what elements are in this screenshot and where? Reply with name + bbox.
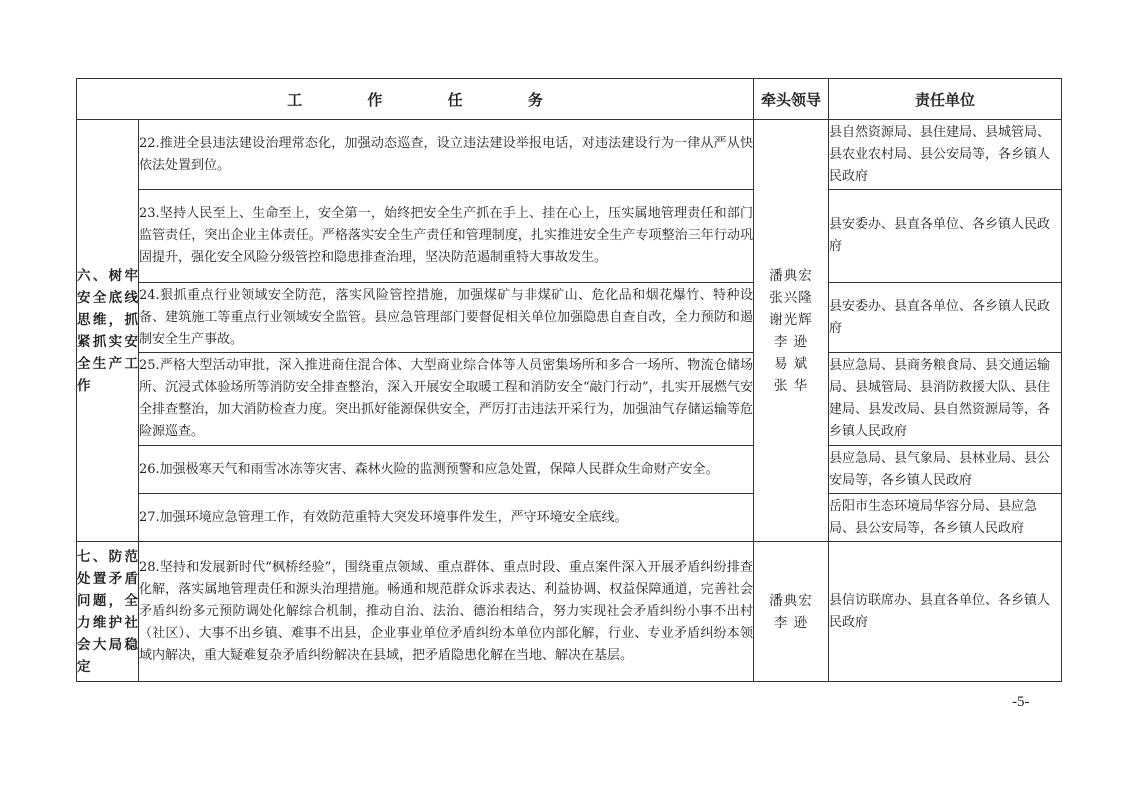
table-row (77, 283, 1062, 353)
page-number: -5- (1012, 694, 1030, 710)
unit-26: 县应急局、县气象局、县林业局、县公安局等，各乡镇人民政府 (829, 446, 1062, 494)
leader-name: 李 逊 (773, 614, 809, 631)
table-row (77, 446, 1062, 494)
unit-24: 县安委办、县直各单位、各乡镇人民政府 (829, 283, 1062, 353)
task-25: 25.严格大型活动审批，深入推进商住混合体、大型商业综合体等人员密集场所和多合一场所、物流仓储场所、沉浸式体验场所等消防安全排查整治，深入开展安全取暖工程和消防安全“敲门行动”，扎实开展燃气安全排查整治，加大消防检查力度。突出抓好能源保供安全，严厉打击违法开采行为，加强油气存储运输等危险源巡查。 (139, 353, 754, 446)
unit-22: 县自然资源局、县住建局、县城管局、县农业农村局、县公安局等，各乡镇人民政府 (829, 120, 1062, 190)
section7-leaders (754, 542, 829, 682)
leader-name: 李 逊 (773, 333, 809, 350)
section7-category: 七、防范处置矛盾问题，全力维护社会大局稳定 (77, 542, 139, 682)
leader-name: 张 华 (773, 377, 809, 394)
header-unit: 责任单位 (829, 79, 1062, 120)
leader-name: 潘典宏 (769, 592, 813, 609)
table-row (77, 494, 1062, 542)
task-27: 27.加强环境应急管理工作，有效防范重特大突发环境事件发生，严守环境安全底线。 (139, 494, 754, 542)
section6-leaders (754, 120, 829, 542)
leader-name: 潘典宏 (769, 267, 813, 284)
leader-name: 张兴隆 (769, 289, 813, 306)
task-26: 26.加强极寒天气和雨雪冰冻等灾害、森林火险的监测预警和应急处置，保障人民群众生命财产安全。 (139, 446, 754, 494)
unit-25: 县应急局、县商务粮食局、县交通运输局、县城管局、县消防救援大队、县住建局、县发改局、县自然资源局等，各乡镇人民政府 (829, 353, 1062, 446)
header-lead: 牵头领导 (754, 79, 829, 120)
header-row (77, 79, 1062, 120)
leader-name: 易 斌 (773, 355, 809, 372)
section6-category: 六、树牢安全底线思维，抓紧抓实安全生产工作 (77, 120, 139, 542)
task-22: 22.推进全县违法建设治理常态化，加强动态巡查，设立违法建设举报电话，对违法建设行为一律从严从快依法处置到位。 (139, 120, 754, 190)
task-28: 28.坚持和发展新时代“枫桥经验”，围绕重点领域、重点群体、重点时段、重点案件深入开展矛盾纠纷排查化解，落实属地管理责任和源头治理措施。畅通和规范群众诉求表达、利益协调、权益保障通道，完善社会矛盾纠纷多元预防调处化解综合机制，推动自治、法治、德治相结合，努力实现社会矛盾纠纷小事不出村（社区）、大事不出乡镇、难事不出县，企业事业单位矛盾纠纷本单位内部化解，行业、专业矛盾纠纷本领域内解决，重大疑难复杂矛盾纠纷解决在县域，把矛盾隐患化解在当地、解决在基层。 (139, 542, 754, 682)
unit-28: 县信访联席办、县直各单位、各乡镇人民政府 (829, 542, 1062, 682)
table-row (77, 190, 1062, 283)
task-24: 24.狠抓重点行业领域安全防范，落实风险管控措施，加强煤矿与非煤矿山、危化品和烟花爆竹、特种设备、建筑施工等重点行业领域安全监管。县应急管理部门要督促相关单位加强隐患自查自改，全力预防和遏制安全生产事故。 (139, 283, 754, 353)
unit-23: 县安委办、县直各单位、各乡镇人民政府 (829, 190, 1062, 283)
table-row (77, 120, 1062, 190)
unit-27: 岳阳市生态环境局华容分局、县应急局、县公安局等，各乡镇人民政府 (829, 494, 1062, 542)
table-row (77, 542, 1062, 682)
task-23: 23.坚持人民至上、生命至上，安全第一，始终把安全生产抓在手上、挂在心上，压实属地管理责任和部门监管责任，突出企业主体责任。严格落实安全生产责任和管理制度，扎实推进安全生产专项整治三年行动巩固提升，强化安全风险分级管控和隐患排查治理，坚决防范遏制重特大事故发生。 (139, 190, 754, 283)
header-task: 工 作 任 务 (77, 79, 754, 120)
leader-name: 谢光辉 (769, 311, 813, 328)
table-row (77, 353, 1062, 446)
task-table (76, 78, 1062, 682)
